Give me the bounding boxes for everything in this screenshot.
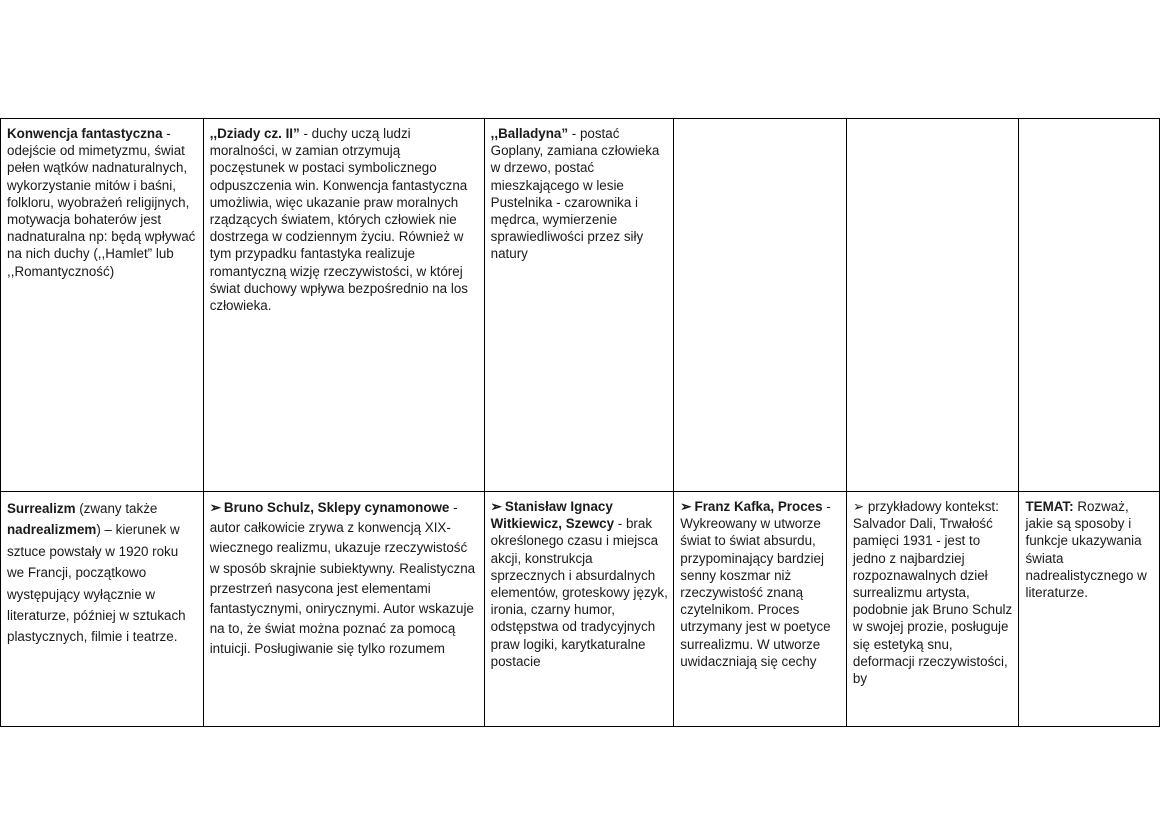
cell-heading: Franz Kafka, Proces (694, 499, 823, 514)
cell-schulz (203, 492, 484, 727)
cell-text: - brak określonego czasu i miejsca akcji, konstrukcja sprzecznych i absurdalnych elementów, groteskowy język, ironia, czarny humor, odstępstwa od tradycyjnych praw logiki, karytkaturalne postacie (490, 516, 668, 669)
cell-heading: Surrealizm (7, 501, 76, 516)
notes-table (0, 118, 1160, 727)
cell-text: - Wykreowany w utworze świat to świat absurdu, przypominający bardziej senny koszmar niż rzeczywistość znaną czytelnikom. Proces utrzymany jest w poetyce surrealizmu. W utworze uwidaczniają się cechy (680, 499, 831, 669)
cell-empty (846, 119, 1019, 492)
cell-text: przykładowy kontekst: Salvador Dali, Trwałość pamięci 1931 - jest to jedno z najbardziej rozpoznawalnych dzieł surrealizmu artysta, podobnie jak Bruno Schulz w swojej prozie, posługuje się estetyką snu, deformacji rzeczywistości, by (852, 499, 1013, 687)
cell-dali-context (846, 492, 1019, 727)
cell-text: (zwany także (75, 501, 158, 516)
arrow-bullet-icon: ➢ (680, 499, 692, 514)
notes-sheet (0, 118, 1160, 716)
cell-heading: Stanisław Ignacy Witkiewicz, Szewcy (490, 499, 615, 532)
cell-text: - odejście od mimetyzmu, świat pełen wątków nadnaturalnych, wykorzystanie mitów i baśni, folkloru, wyobrażeń religijnych, motywacja bohaterów jest nadnaturalna np: będą wpływać na nich duchy (,,Hamlet” lub ,,Romantyczność) (7, 126, 196, 279)
cell-topic (1019, 492, 1160, 727)
cell-heading: Bruno Schulz, Sklepy cynamonowe (223, 500, 450, 515)
cell-empty (1019, 119, 1160, 492)
cell-balladyna (484, 119, 674, 492)
cell-heading: ,,Dziady cz. II” (209, 126, 300, 141)
cell-heading-secondary: nadrealizmem (7, 522, 97, 538)
cell-heading: TEMAT: (1025, 499, 1074, 514)
cell-empty (674, 119, 847, 492)
arrow-bullet-icon: ➢ (852, 499, 865, 514)
cell-text: Rozważ, jakie są sposoby i funkcje ukazywania świata nadrealistycznego w literaturze. (1025, 499, 1147, 601)
cell-text: ) – kierunek w sztuce powstały w 1920 roku we Francji, początkowo występujący wyłącznie w literaturze, później w sztukach plastycznych, filmie i teatrze. (7, 522, 186, 645)
cell-heading: ,,Balladyna” (490, 126, 569, 141)
cell-heading: Konwencja fantastyczna (7, 126, 163, 141)
cell-surrealism (1, 492, 204, 727)
cell-witkiewicz (484, 492, 674, 727)
arrow-bullet-icon: ➢ (209, 500, 221, 515)
cell-text: - postać Goplany, zamiana człowieka w drzewo, postać mieszkającego w lesie Pustelnika - czarownika i mędrca, wymierzenie sprawiedliwości przez siły natury (490, 126, 660, 262)
cell-kafka (674, 492, 847, 727)
arrow-bullet-icon: ➢ (490, 499, 502, 514)
cell-text: - duchy uczą ludzi moralności, w zamian otrzymują poczęstunek w postaci symbolicznego odpuszczenia win. Konwencja fantastyczna umożliwia, więc ukazanie praw moralnych rządzących światem, których człowiek nie dostrzega w codziennym życiu. Również w tym przypadku fantastyka realizuje romantyczną wizję rzeczywistości, w której świat duchowy wpływa bezpośrednio na los człowieka. (209, 126, 468, 314)
table-row (1, 492, 1160, 727)
cell-dziady (203, 119, 484, 492)
cell-fantastic-convention (1, 119, 204, 492)
table-row (1, 119, 1160, 492)
cell-text: - autor całkowicie zrywa z konwencją XIX-wiecznego realizmu, ukazuje rzeczywistość w sposób skrajnie subiektywny. Realistyczna przestrzeń nasycona jest elementami fantastycznymi, onirycznymi. Autor wskazuje na to, że świat można poznać za pomocą intuicji. Posługiwanie się tylko rozumem (209, 500, 476, 657)
